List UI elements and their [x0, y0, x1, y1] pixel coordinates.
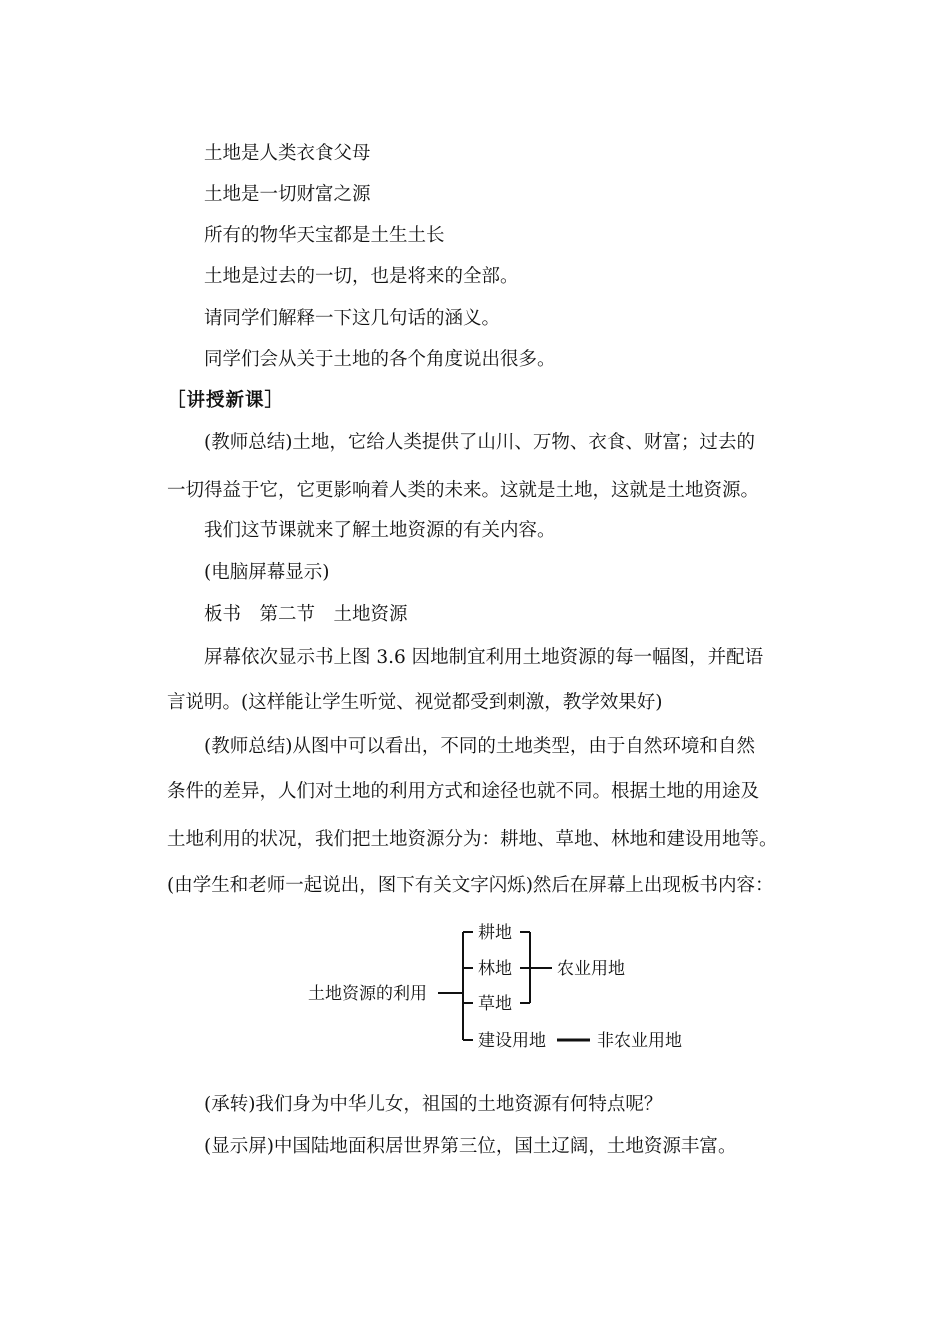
paragraph-line: (由学生和老师一起说出，图下有关文字闪烁)然后在屏幕上出现板书内容：: [167, 875, 774, 896]
section-heading: ［讲授新课］: [167, 390, 285, 411]
paragraph-line: 屏幕依次显示书上图 3.6 因地制宜利用土地资源的每一幅图，并配语: [204, 647, 764, 668]
paragraph-line: 土地是人类衣食父母: [204, 143, 371, 164]
diagram-caodi: 草地: [478, 994, 512, 1014]
diagram-lindi: 林地: [478, 959, 512, 979]
paragraph-line: 所有的物华天宝都是土生土长: [204, 225, 445, 246]
board-title: 板书 第二节 土地资源: [204, 604, 408, 625]
paragraph-line: (教师总结)从图中可以看出，不同的土地类型，由于自然环境和自然: [204, 736, 755, 757]
paragraph-line: 土地是过去的一切，也是将来的全部。: [204, 266, 519, 287]
paragraph-line: 我们这节课就来了解土地资源的有关内容。: [204, 520, 556, 541]
diagram-nongye: 农业用地: [557, 959, 625, 979]
paragraph-line: 请同学们解释一下这几句话的涵义。: [204, 308, 501, 329]
paragraph-line: (承转)我们身为中华儿女，祖国的土地资源有何特点呢？: [204, 1094, 663, 1115]
diagram-feinongye: 非农业用地: [597, 1031, 682, 1051]
paragraph-line: 一切得益于它，它更影响着人类的未来。这就是土地，这就是土地资源。: [167, 480, 760, 501]
paragraph-line: (教师总结)土地，它给人类提供了山川、万物、衣食、财富；过去的: [204, 432, 755, 453]
paragraph-line: (显示屏)中国陆地面积居世界第三位，国土辽阔，土地资源丰富。: [204, 1136, 737, 1157]
paragraph-line: (电脑屏幕显示): [204, 562, 330, 583]
paragraph-line: 言说明。(这样能让学生听觉、视觉都受到刺激，教学效果好): [167, 692, 663, 713]
paragraph-line: 条件的差异，人们对土地的利用方式和途径也就不同。根据土地的用途及: [167, 781, 760, 802]
paragraph-line: 土地是一切财富之源: [204, 184, 371, 205]
diagram-jianshe: 建设用地: [478, 1031, 546, 1051]
diagram-gengdi: 耕地: [478, 923, 512, 943]
paragraph-line: 同学们会从关于土地的各个角度说出很多。: [204, 349, 556, 370]
land-use-diagram: [0, 910, 950, 1060]
diagram-root: 土地资源的利用: [308, 984, 427, 1004]
paragraph-line: 土地利用的状况，我们把土地资源分为：耕地、草地、林地和建设用地等。: [167, 829, 778, 850]
